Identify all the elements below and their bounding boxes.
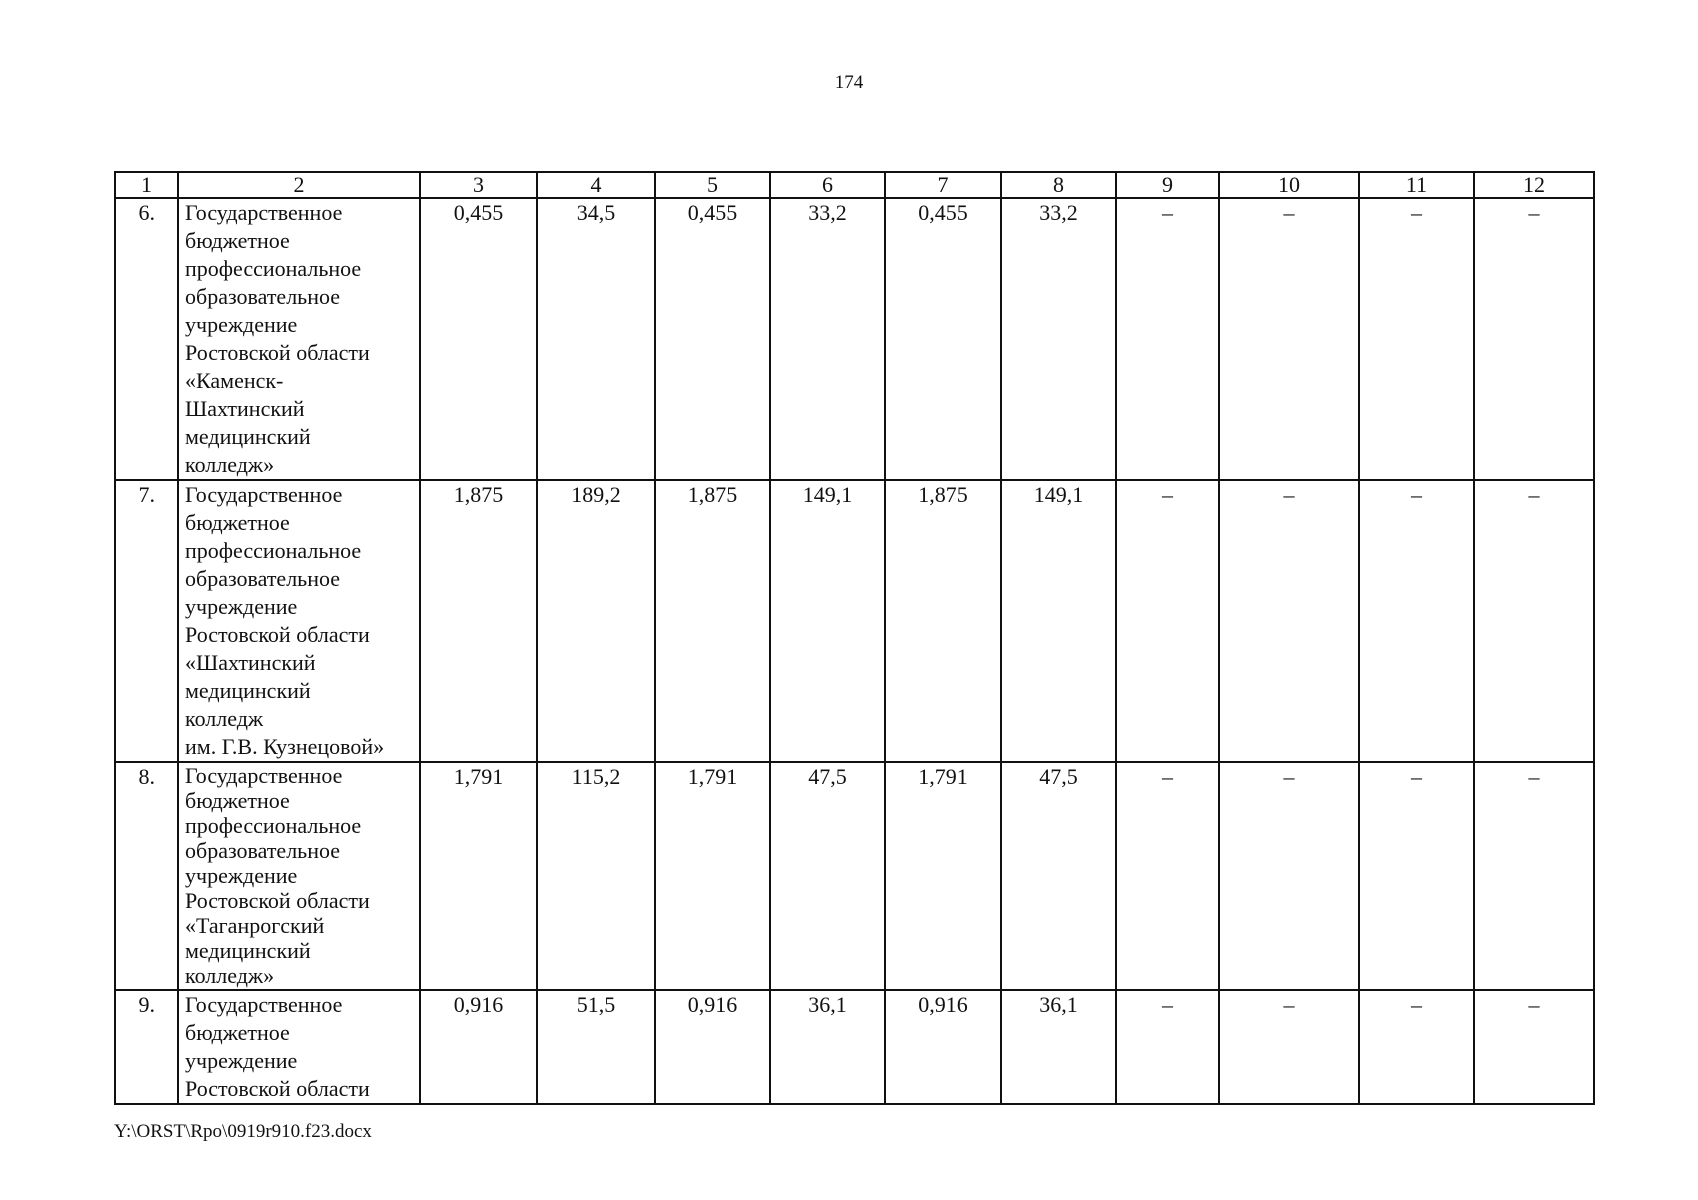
value-cell: 0,455: [655, 198, 770, 480]
institution-name: [178, 762, 420, 990]
name-line: профессиональное: [185, 538, 362, 563]
name-line: «Таганрогский: [185, 913, 325, 938]
table-row: [115, 198, 1594, 480]
value-cell: –: [1219, 480, 1359, 762]
value-cell: 36,1: [1001, 990, 1116, 1104]
value-cell: –: [1219, 198, 1359, 480]
name-line: учреждение: [185, 1048, 298, 1073]
row-number: 6.: [115, 198, 178, 480]
value-cell: 1,791: [655, 762, 770, 990]
institution-name: [178, 198, 420, 480]
header-cell: 1: [115, 172, 178, 198]
name-line: медицинский: [185, 424, 311, 449]
value-cell: –: [1474, 480, 1594, 762]
header-cell: 4: [537, 172, 655, 198]
value-cell: 1,875: [655, 480, 770, 762]
value-cell: 47,5: [770, 762, 885, 990]
institution-name: [178, 480, 420, 762]
name-line: медицинский: [185, 678, 311, 703]
value-cell: 0,916: [655, 990, 770, 1104]
header-cell: 12: [1474, 172, 1594, 198]
value-cell: –: [1219, 762, 1359, 990]
institution-name: [178, 990, 420, 1104]
name-line: Государственное: [185, 482, 343, 507]
name-line: им. Г.В. Кузнецовой»: [185, 734, 385, 759]
name-line: Ростовской области: [185, 340, 370, 365]
name-line: бюджетное: [185, 510, 290, 535]
header-cell: 3: [420, 172, 537, 198]
table-row: [115, 990, 1594, 1104]
value-cell: –: [1116, 198, 1219, 480]
name-line: Ростовской области: [185, 1076, 370, 1101]
value-cell: –: [1359, 480, 1474, 762]
row-number: 8.: [115, 762, 178, 990]
table-header-row: [115, 172, 1594, 198]
row-number: 9.: [115, 990, 178, 1104]
value-cell: 189,2: [537, 480, 655, 762]
value-cell: 33,2: [1001, 198, 1116, 480]
value-cell: 34,5: [537, 198, 655, 480]
name-line: «Шахтинский: [185, 650, 316, 675]
name-line: Государственное: [185, 763, 343, 788]
header-cell: 8: [1001, 172, 1116, 198]
name-line: учреждение: [185, 312, 298, 337]
value-cell: –: [1359, 990, 1474, 1104]
header-cell: 2: [178, 172, 420, 198]
name-line: учреждение: [185, 863, 298, 888]
value-cell: –: [1474, 198, 1594, 480]
value-cell: 0,916: [420, 990, 537, 1104]
header-cell: 9: [1116, 172, 1219, 198]
value-cell: 1,875: [420, 480, 537, 762]
name-line: Государственное: [185, 200, 343, 225]
value-cell: 36,1: [770, 990, 885, 1104]
name-line: колледж»: [185, 963, 275, 988]
value-cell: –: [1116, 762, 1219, 990]
name-line: образовательное: [185, 284, 341, 309]
value-cell: 51,5: [537, 990, 655, 1104]
value-cell: 1,791: [420, 762, 537, 990]
name-line: медицинский: [185, 938, 311, 963]
value-cell: 1,875: [885, 480, 1001, 762]
value-cell: 1,791: [885, 762, 1001, 990]
value-cell: 47,5: [1001, 762, 1116, 990]
name-line: Государственное: [185, 992, 343, 1017]
value-cell: –: [1116, 990, 1219, 1104]
table-row: [115, 762, 1594, 990]
value-cell: 0,455: [885, 198, 1001, 480]
value-cell: –: [1116, 480, 1219, 762]
data-table: [114, 171, 1595, 1105]
name-line: Шахтинский: [185, 396, 305, 421]
footer-file-path: Y:\ORST\Rpo\0919r910.f23.docx: [114, 1121, 372, 1142]
name-line: «Каменск-: [185, 368, 284, 393]
name-line: профессиональное: [185, 813, 362, 838]
name-line: образовательное: [185, 566, 341, 591]
name-line: Ростовской области: [185, 888, 370, 913]
row-number: 7.: [115, 480, 178, 762]
header-cell: 5: [655, 172, 770, 198]
header-cell: 11: [1359, 172, 1474, 198]
page-number: 174: [834, 72, 864, 93]
name-line: Ростовской области: [185, 622, 370, 647]
value-cell: 0,916: [885, 990, 1001, 1104]
value-cell: 115,2: [537, 762, 655, 990]
name-line: бюджетное: [185, 228, 290, 253]
value-cell: 33,2: [770, 198, 885, 480]
name-line: колледж»: [185, 452, 275, 477]
name-line: учреждение: [185, 594, 298, 619]
table-row: [115, 480, 1594, 762]
value-cell: 149,1: [1001, 480, 1116, 762]
value-cell: –: [1359, 762, 1474, 990]
value-cell: 149,1: [770, 480, 885, 762]
name-line: бюджетное: [185, 788, 290, 813]
header-cell: 10: [1219, 172, 1359, 198]
value-cell: –: [1474, 762, 1594, 990]
value-cell: –: [1219, 990, 1359, 1104]
name-line: профессиональное: [185, 256, 362, 281]
value-cell: –: [1474, 990, 1594, 1104]
value-cell: –: [1359, 198, 1474, 480]
name-line: образовательное: [185, 838, 341, 863]
name-line: колледж: [185, 706, 264, 731]
name-line: бюджетное: [185, 1020, 290, 1045]
header-cell: 7: [885, 172, 1001, 198]
value-cell: 0,455: [420, 198, 537, 480]
header-cell: 6: [770, 172, 885, 198]
